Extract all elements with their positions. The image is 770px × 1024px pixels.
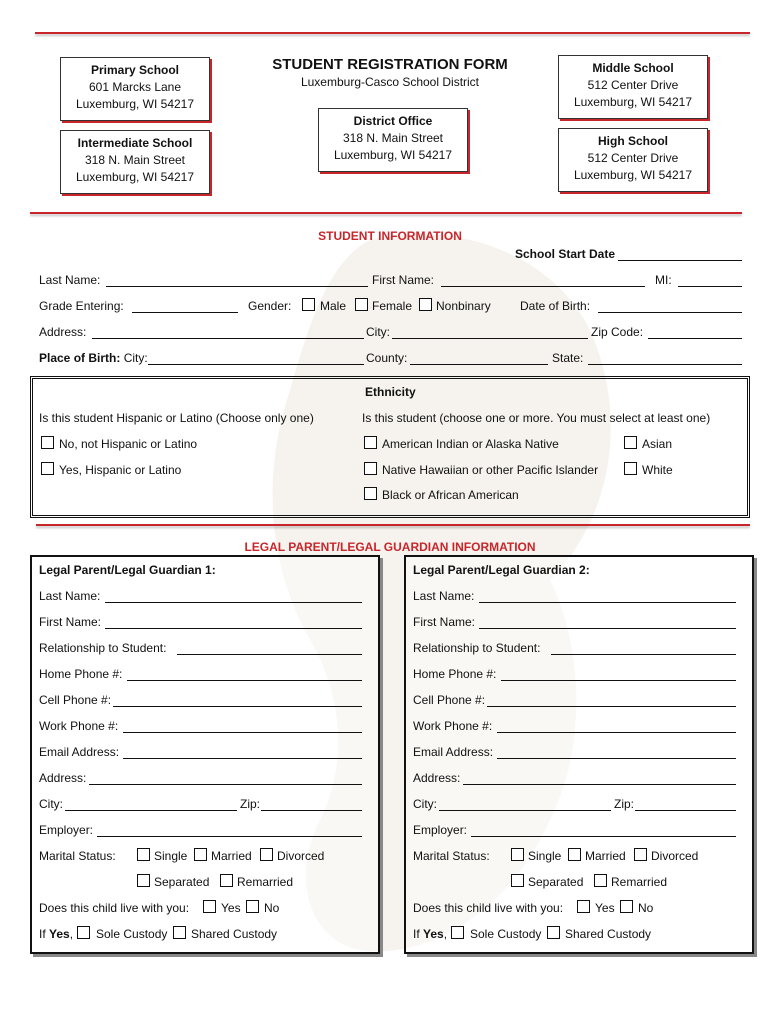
employer-label: Employer: — [413, 823, 468, 837]
if-yes-label: If Yes, — [413, 927, 448, 941]
female-checkbox[interactable] — [355, 298, 368, 311]
address-label: Address: — [39, 325, 87, 339]
sole-custody-checkbox[interactable] — [77, 926, 90, 939]
live-no-checkbox[interactable] — [246, 900, 259, 913]
work-phone-label: Work Phone #: — [413, 719, 493, 733]
if-prefix: If — [39, 927, 46, 941]
city-label: City: — [413, 797, 437, 811]
zip-field[interactable] — [648, 338, 742, 339]
last-name-field[interactable] — [479, 602, 736, 603]
cell-phone-label: Cell Phone #: — [413, 693, 486, 707]
last-name-field[interactable] — [106, 286, 368, 287]
home-phone-field[interactable] — [501, 680, 736, 681]
asian-label: Asian — [642, 437, 673, 451]
school-name: Intermediate School — [77, 136, 193, 150]
first-name-label: First Name: — [372, 273, 435, 287]
intermediate-school-box — [60, 130, 210, 194]
high-school-box — [558, 128, 708, 192]
email-label: Email Address: — [39, 745, 120, 759]
employer-label: Employer: — [39, 823, 94, 837]
divorced-label: Divorced — [277, 849, 325, 863]
female-label: Female — [372, 299, 413, 313]
single-label: Single — [154, 849, 188, 863]
home-phone-label: Home Phone #: — [39, 667, 123, 681]
ethnicity-heading: Ethnicity — [365, 385, 416, 399]
mi-field[interactable] — [678, 286, 742, 287]
live-with-label: Does this child live with you: — [413, 901, 564, 915]
school-name: Primary School — [90, 63, 180, 77]
zip-label: Zip: — [614, 797, 635, 811]
not-hispanic-checkbox[interactable] — [41, 436, 54, 449]
pob-bold-label: Place of Birth: — [39, 351, 121, 365]
married-checkbox[interactable] — [568, 848, 581, 861]
relationship-label: Relationship to Student: — [413, 641, 541, 655]
start-date-field[interactable] — [618, 260, 742, 261]
shared-custody-checkbox[interactable] — [173, 926, 186, 939]
single-checkbox[interactable] — [137, 848, 150, 861]
city-field[interactable] — [392, 338, 588, 339]
last-name-label: Last Name: — [39, 273, 101, 287]
school-street: 318 N. Main Street — [342, 131, 444, 145]
married-checkbox[interactable] — [194, 848, 207, 861]
divorced-checkbox[interactable] — [260, 848, 273, 861]
race-question: Is this student (choose one or more. You must select at least one) — [362, 411, 711, 425]
if-yes-bold: Yes — [423, 927, 444, 941]
cell-phone-label: Cell Phone #: — [39, 693, 112, 707]
school-city: Luxemburg, WI 54217 — [333, 148, 453, 162]
sole-custody-label: Sole Custody — [96, 927, 168, 941]
middle-school-box — [558, 55, 708, 119]
divorced-label: Divorced — [651, 849, 699, 863]
male-label: Male — [320, 299, 347, 313]
marital-label: Marital Status: — [39, 849, 116, 863]
pob-city-field[interactable] — [148, 364, 364, 365]
cell-phone-field[interactable] — [113, 706, 362, 707]
first-name-label: First Name: — [413, 615, 476, 629]
address-label: Address: — [39, 771, 87, 785]
live-yes-checkbox[interactable] — [577, 900, 590, 913]
relationship-field[interactable] — [177, 654, 362, 655]
separated-checkbox[interactable] — [511, 874, 524, 887]
hispanic-question: Is this student Hispanic or Latino (Choose only one) — [39, 411, 314, 425]
cell-phone-field[interactable] — [487, 706, 736, 707]
section-divider — [36, 524, 750, 526]
married-label: Married — [585, 849, 626, 863]
asian-checkbox[interactable] — [624, 436, 637, 449]
shared-custody-label: Shared Custody — [191, 927, 278, 941]
form-title: STUDENT REGISTRATION FORM — [272, 56, 508, 73]
first-name-field[interactable] — [441, 286, 645, 287]
zip-field[interactable] — [635, 810, 736, 811]
school-street: 512 Center Drive — [587, 151, 679, 165]
guardian-title: Legal Parent/Legal Guardian 1: — [39, 563, 216, 577]
city-field[interactable] — [65, 810, 237, 811]
hispanic-label: Yes, Hispanic or Latino — [59, 463, 182, 477]
if-yes-label: If Yes, — [39, 927, 74, 941]
american-indian-label: American Indian or Alaska Native — [382, 437, 559, 451]
city-label: City: — [366, 325, 390, 339]
employer-field[interactable] — [471, 836, 736, 837]
school-street: 318 N. Main Street — [84, 153, 186, 167]
first-name-field[interactable] — [479, 628, 736, 629]
home-phone-field[interactable] — [127, 680, 362, 681]
relationship-label: Relationship to Student: — [39, 641, 167, 655]
county-label: County: — [366, 351, 408, 365]
last-name-field[interactable] — [105, 602, 362, 603]
address-label: Address: — [413, 771, 461, 785]
county-field[interactable] — [410, 364, 548, 365]
home-phone-label: Home Phone #: — [413, 667, 497, 681]
single-label: Single — [528, 849, 562, 863]
live-yes-checkbox[interactable] — [203, 900, 216, 913]
live-no-checkbox[interactable] — [620, 900, 633, 913]
first-name-field[interactable] — [105, 628, 362, 629]
hawaiian-label: Native Hawaiian or other Pacific Islander — [382, 463, 599, 477]
live-with-label: Does this child live with you: — [39, 901, 190, 915]
school-name: High School — [598, 134, 668, 148]
hawaiian-checkbox[interactable] — [364, 462, 377, 475]
school-name: District Office — [353, 114, 433, 128]
single-checkbox[interactable] — [511, 848, 524, 861]
marital-label: Marital Status: — [413, 849, 490, 863]
start-date-label: School Start Date — [515, 247, 616, 261]
school-street: 512 Center Drive — [587, 78, 679, 92]
employer-field[interactable] — [97, 836, 362, 837]
address-field[interactable] — [92, 338, 364, 339]
remarried-checkbox[interactable] — [220, 874, 233, 887]
work-phone-field[interactable] — [123, 732, 362, 733]
dob-label: Date of Birth: — [520, 299, 591, 313]
city-field[interactable] — [439, 810, 611, 811]
relationship-field[interactable] — [551, 654, 736, 655]
separated-label: Separated — [528, 875, 584, 889]
pob-city-label: City: — [123, 351, 148, 365]
school-city: Luxemburg, WI 54217 — [573, 168, 693, 182]
school-city: Luxemburg, WI 54217 — [75, 97, 195, 111]
guardian-heading: LEGAL PARENT/LEGAL GUARDIAN INFORMATION — [244, 540, 536, 554]
zip-field[interactable] — [261, 810, 362, 811]
live-no-label: No — [264, 901, 280, 915]
form-title-block — [260, 56, 520, 89]
if-yes-bold: Yes — [49, 927, 70, 941]
gender-label: Gender: — [248, 299, 292, 313]
live-yes-label: Yes — [221, 901, 241, 915]
male-checkbox[interactable] — [302, 298, 315, 311]
email-field[interactable] — [497, 758, 736, 759]
remarried-label: Remarried — [237, 875, 294, 889]
hispanic-checkbox[interactable] — [41, 462, 54, 475]
live-no-label: No — [638, 901, 654, 915]
state-label: State: — [552, 351, 584, 365]
shared-custody-checkbox[interactable] — [547, 926, 560, 939]
primary-school-box — [60, 57, 210, 121]
shared-custody-label: Shared Custody — [565, 927, 652, 941]
guardian-title: Legal Parent/Legal Guardian 2: — [413, 563, 590, 577]
first-name-label: First Name: — [39, 615, 102, 629]
american-indian-checkbox[interactable] — [364, 436, 377, 449]
school-street: 601 Marcks Lane — [88, 80, 182, 94]
pob-label — [39, 351, 148, 365]
nonbinary-checkbox[interactable] — [419, 298, 432, 311]
work-phone-field[interactable] — [497, 732, 736, 733]
school-name: Middle School — [592, 61, 674, 75]
black-checkbox[interactable] — [364, 487, 377, 500]
top-divider — [35, 32, 750, 34]
last-name-label: Last Name: — [413, 589, 475, 603]
sole-custody-label: Sole Custody — [470, 927, 542, 941]
white-checkbox[interactable] — [624, 462, 637, 475]
email-field[interactable] — [123, 758, 362, 759]
city-label: City: — [39, 797, 63, 811]
district-office-box — [318, 108, 468, 172]
separated-checkbox[interactable] — [137, 874, 150, 887]
divorced-checkbox[interactable] — [634, 848, 647, 861]
separated-label: Separated — [154, 875, 210, 889]
work-phone-label: Work Phone #: — [39, 719, 119, 733]
nonbinary-label: Nonbinary — [436, 299, 491, 313]
grade-field[interactable] — [132, 312, 238, 313]
zip-label: Zip Code: — [591, 325, 644, 339]
district-name: Luxemburg-Casco School District — [300, 75, 480, 89]
grade-label: Grade Entering: — [39, 299, 124, 313]
school-city: Luxemburg, WI 54217 — [573, 95, 693, 109]
zip-label: Zip: — [240, 797, 261, 811]
address-field[interactable] — [89, 784, 362, 785]
remarried-checkbox[interactable] — [594, 874, 607, 887]
sole-custody-checkbox[interactable] — [451, 926, 464, 939]
if-prefix: If — [413, 927, 420, 941]
last-name-label: Last Name: — [39, 589, 101, 603]
white-label: White — [642, 463, 673, 477]
remarried-label: Remarried — [611, 875, 668, 889]
dob-field[interactable] — [598, 312, 742, 313]
not-hispanic-label: No, not Hispanic or Latino — [59, 437, 198, 451]
state-field[interactable] — [588, 364, 742, 365]
live-yes-label: Yes — [595, 901, 615, 915]
section-divider — [30, 212, 742, 214]
address-field[interactable] — [463, 784, 736, 785]
student-info-heading: STUDENT INFORMATION — [318, 229, 462, 243]
email-label: Email Address: — [413, 745, 494, 759]
married-label: Married — [211, 849, 252, 863]
mi-label: MI: — [655, 273, 672, 287]
school-city: Luxemburg, WI 54217 — [75, 170, 195, 184]
black-label: Black or African American — [382, 488, 519, 502]
